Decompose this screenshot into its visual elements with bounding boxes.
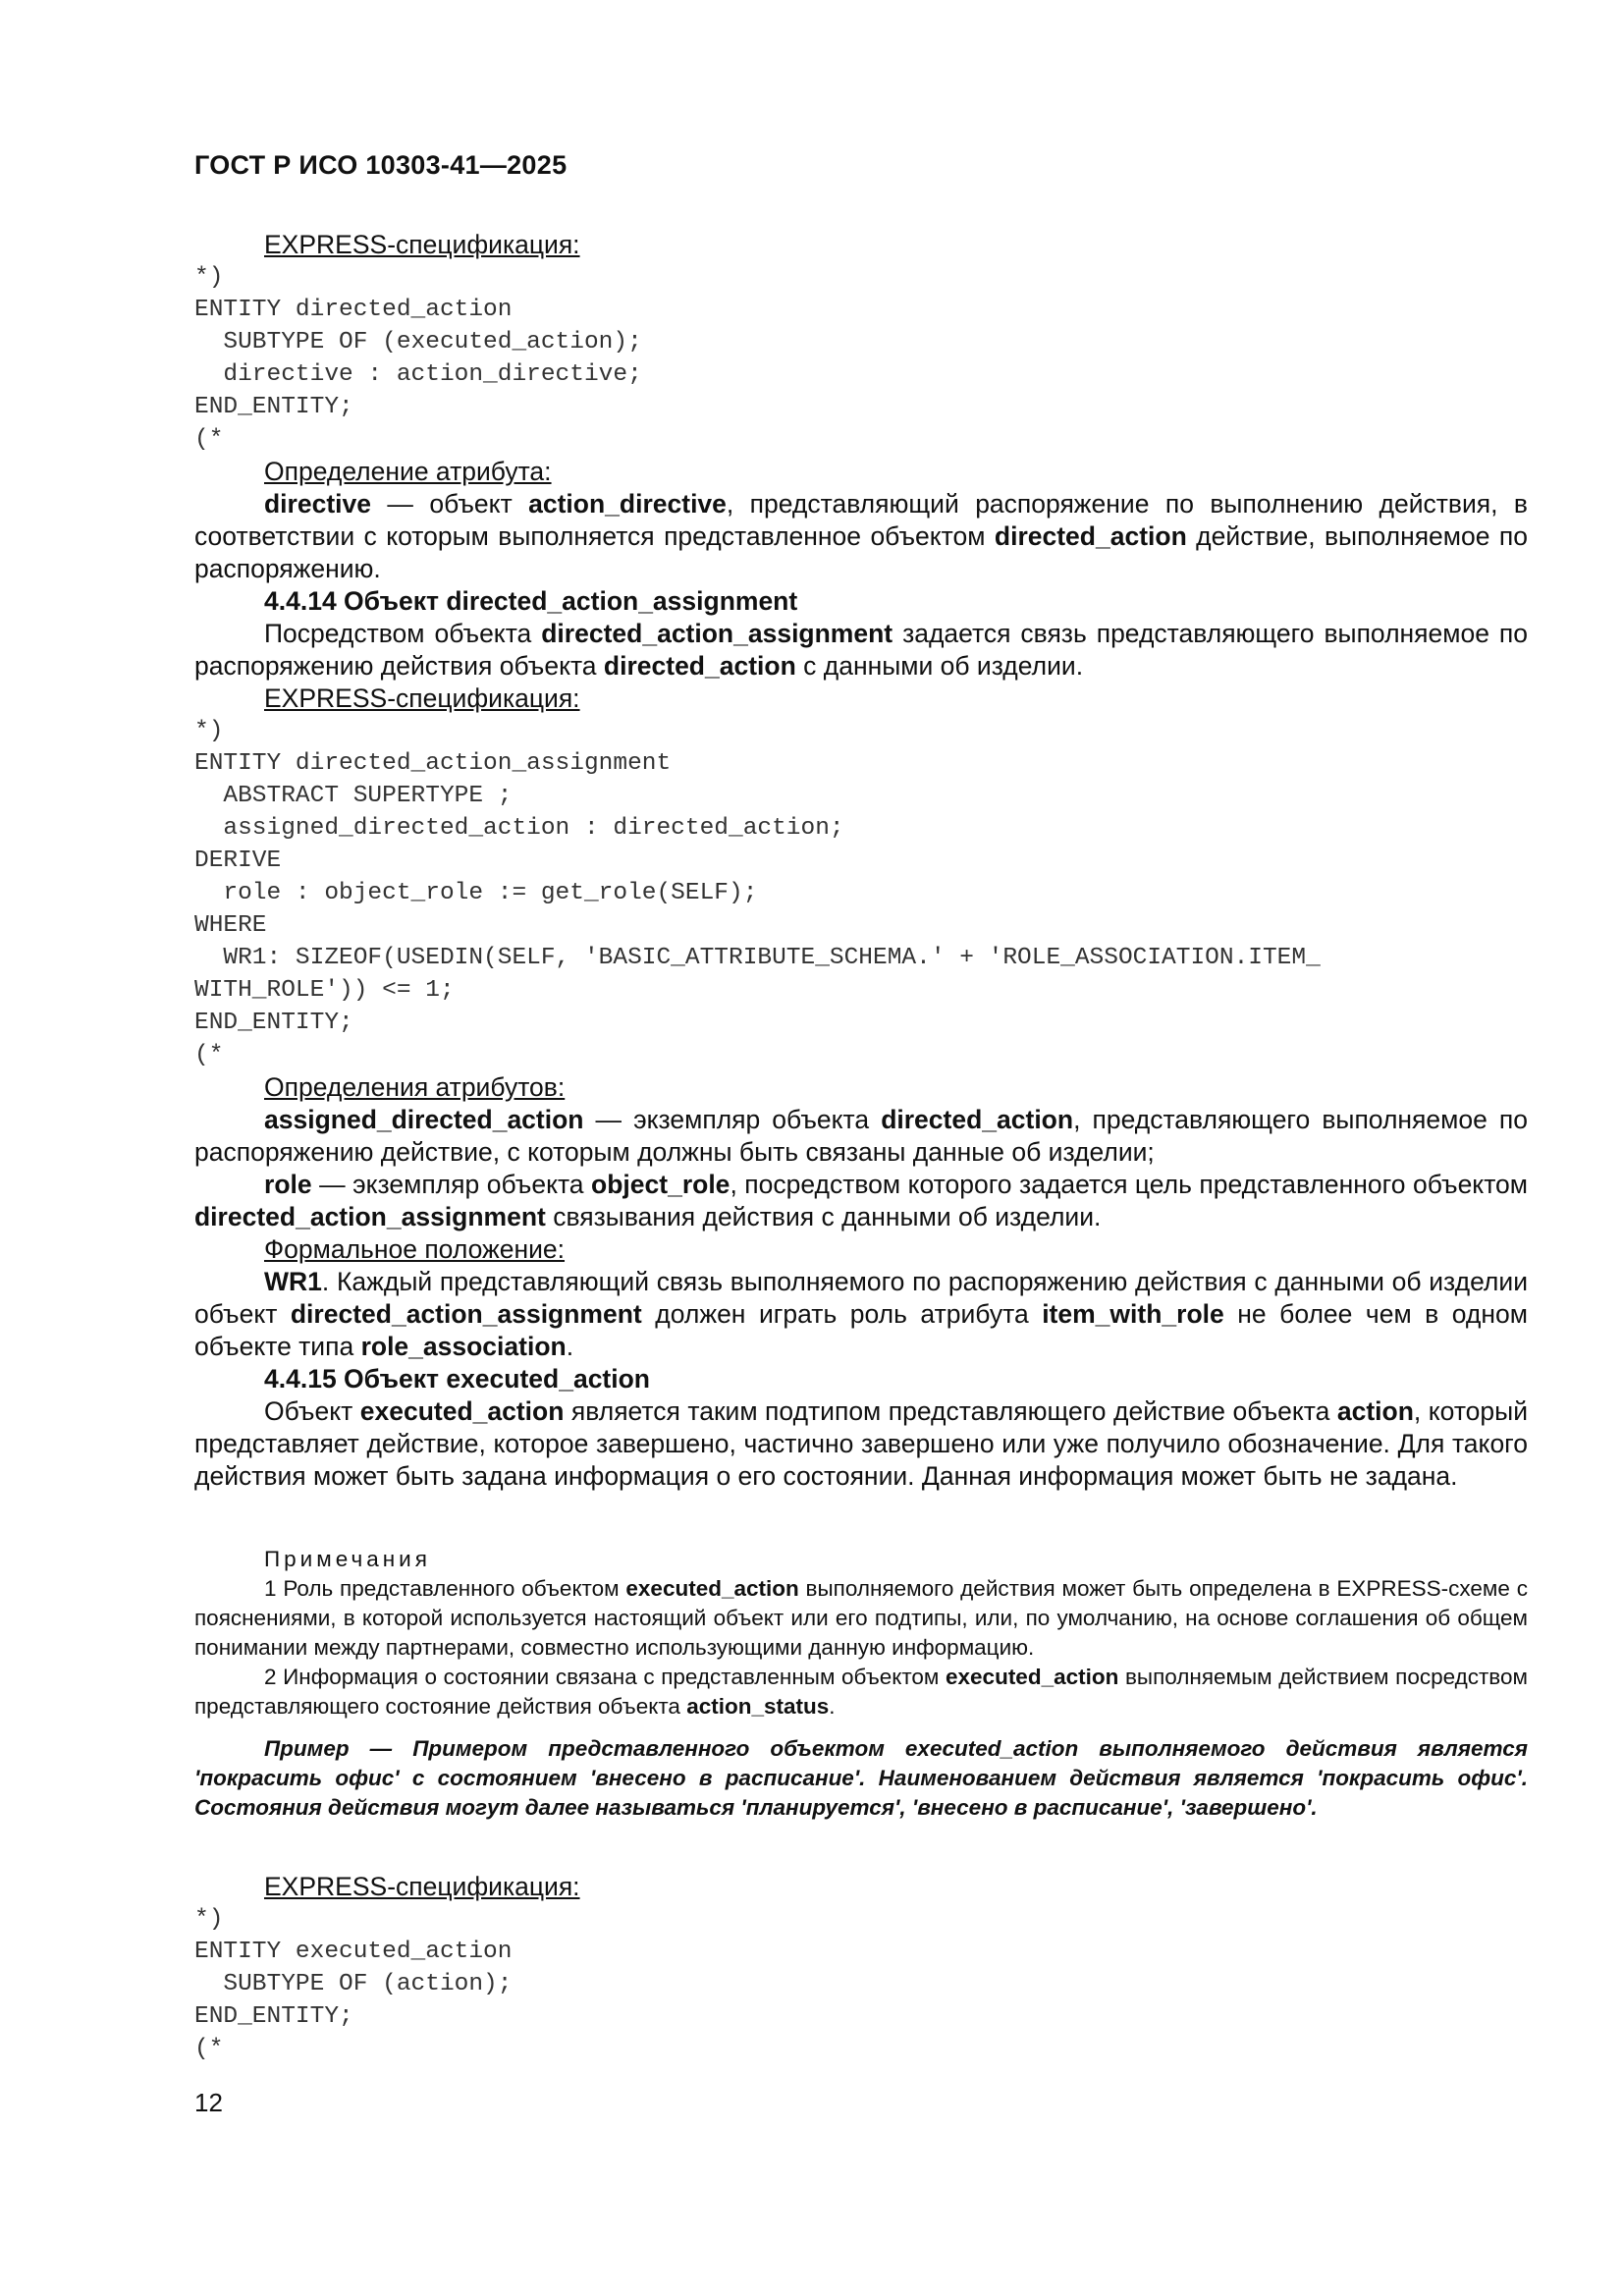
note-1: 1 Роль представленного объектом executed_action выполняемого действия может быть определена в EXPRESS-схеме с пояснениями, в которой используется настоящий объект или его подтипы, или, по умолчанию, на основе соглашения об общем понимании между партнерами, совместно использующими данную информацию.: [194, 1576, 1528, 1660]
page-number: 12: [194, 2088, 223, 2117]
attr-role-def: role — экземпляр объекта object_role, посредством которого задается цель представленного объектом directed_action_assignment связывания действия с данными об изделии.: [194, 1170, 1528, 1231]
executed-action-spec: [194, 1871, 1528, 2065]
formal-label: Формальное положение:: [264, 1234, 566, 1264]
code-directed-action-assignment: *) ENTITY directed_action_assignment ABSTRACT SUPERTYPE ; assigned_directed_action : directed_action; DERIVE role : object_role := get_role(SELF); WHERE WR1: SIZEOF(USEDIN(SELF, 'BASIC_ATTRIBUTE_SCHEMA.' + 'ROLE_ASSOCIATION.ITEM_ WITH_ROLE')) <= 1; END_ENTITY; (*: [194, 718, 1321, 1068]
notes-label: Примечания: [264, 1547, 431, 1571]
document-header: ГОСТ Р ИСО 10303-41—2025: [194, 150, 568, 180]
example-text: Пример — Примером представленного объектом executed_action выполняемого действия является 'покрасить офис' с состоянием 'внесено в расписание'. Наименованием действия является 'покрасить офис'. Состояния действия могут далее называться 'планируется', 'внесено в расписание', 'завершено'.: [194, 1736, 1528, 1820]
section-4-4-14-para: Посредством объекта directed_action_assignment задается связь представляющего выполняемое по распоряжению действия объекта directed_action с данными об изделии.: [194, 619, 1528, 681]
express-label: EXPRESS-спецификация:: [264, 230, 580, 259]
section-4-4-15-title: 4.4.15 Объект executed_action: [264, 1364, 650, 1394]
attr-def-label: Определение атрибута:: [264, 457, 552, 486]
express-label-3: EXPRESS-спецификация:: [264, 1872, 580, 1901]
wr1-def: WR1. Каждый представляющий связь выполняемого по распоряжению действия с данными об изделии объект directed_action_assignment должен играть роль атрибута item_with_role не более чем в одном объекте типа role_association.: [194, 1267, 1528, 1361]
section-4-4-15-para: Объект executed_action является таким подтипом представляющего действие объекта action, который представляет действие, которое завершено, частично завершено или уже получило обозначение. Для такого действия может быть задана информация о его состоянии. Данная информация может быть не задана.: [194, 1396, 1529, 1491]
attr-assigned-def: assigned_directed_action — экземпляр объекта directed_action, представляющего выполняемое по распоряжению действие, с которым должны быть связаны данные об изделии;: [194, 1105, 1528, 1167]
express-label-2: EXPRESS-спецификация:: [264, 683, 580, 713]
example-block: [194, 1734, 1528, 1823]
notes-block: [194, 1545, 1528, 1722]
attr-directive-def: directive — объект action_directive, представляющий распоряжение по выполнению действия, в соответствии с которым выполняется представленное объектом directed_action действие, выполняемое по распоряжению.: [194, 489, 1529, 583]
code-directed-action: *) ENTITY directed_action SUBTYPE OF (executed_action); directive : action_directive; END_ENTITY; (*: [194, 264, 642, 453]
section-4-4-14-title: 4.4.14 Объект directed_action_assignment: [264, 586, 798, 616]
directed-action-spec: [194, 229, 1528, 1493]
attrs-def-label: Определения атрибутов:: [264, 1072, 566, 1102]
note-2: 2 Информация о состоянии связана с представленным объектом executed_action выполняемым действием посредством представляющего состояние действия объекта action_status.: [194, 1665, 1528, 1719]
code-executed-action: *) ENTITY executed_action SUBTYPE OF (action); END_ENTITY; (*: [194, 1906, 513, 2062]
